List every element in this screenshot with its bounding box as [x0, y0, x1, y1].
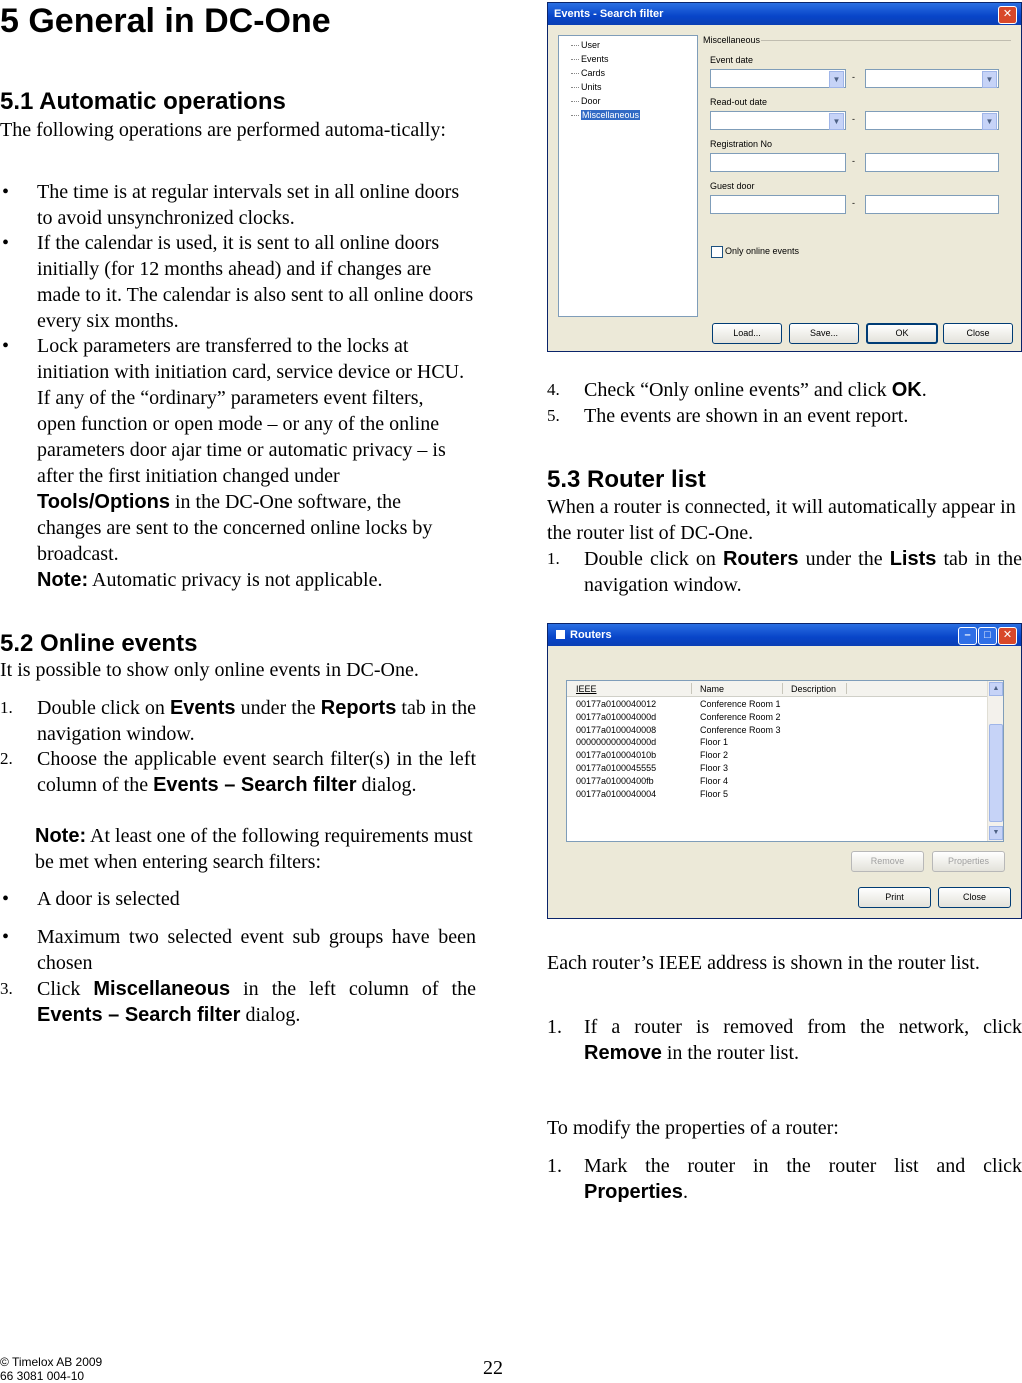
- column-divider: [782, 683, 783, 694]
- text: under the: [798, 548, 890, 570]
- step-text: [37, 746, 476, 798]
- group-label: Miscellaneous: [703, 35, 761, 45]
- step-number: 1.: [547, 549, 560, 568]
- bullet-dot: •: [2, 232, 10, 254]
- close-icon[interactable]: ✕: [998, 6, 1017, 24]
- bullet-dot: •: [2, 181, 10, 203]
- lock-params-text: Lock parameters are transferred to the locks at initiation with initiation card, service device or HCU. If any of the “ordinary” parameters event filters, open function or open mode – or any of the online parameters door ajar time or automatic privacy – is after the first initiation changed under: [37, 335, 465, 487]
- step-text: The events are shown in an event report.: [584, 405, 909, 427]
- text: If a router is removed from the network, click: [584, 1016, 1022, 1038]
- cell-name: Floor 5: [700, 788, 729, 799]
- ieee-address-paragraph: Each router’s IEEE address is shown in the router list.: [547, 952, 980, 974]
- cell-ieee: 00177a0100045555: [576, 762, 657, 773]
- tree-item-cards[interactable]: Cards: [569, 66, 640, 80]
- bullet-dot: •: [2, 888, 10, 910]
- section-5-1-title: 5.1 Automatic operations: [0, 88, 286, 115]
- step-number: 1.: [547, 1016, 562, 1038]
- text: in the left column of the: [230, 978, 476, 1000]
- cell-name: Floor 1: [700, 737, 729, 748]
- column-divider: [691, 683, 692, 694]
- print-button[interactable]: Print: [858, 887, 931, 908]
- step-text: [584, 1153, 1022, 1205]
- table-row[interactable]: [567, 749, 987, 762]
- ok-label: OK: [891, 379, 922, 401]
- search-filter-label: Events – Search filter: [153, 774, 357, 796]
- text: in the router list.: [661, 1042, 800, 1064]
- step-text: [37, 976, 476, 1028]
- search-filter-label: Events – Search filter: [37, 1004, 241, 1026]
- text: Check “Only online events” and click: [584, 379, 892, 401]
- table-row[interactable]: [567, 736, 987, 749]
- cell-name: Conference Room 3: [700, 724, 781, 735]
- registration-to-input[interactable]: [865, 153, 999, 172]
- tree-item-units[interactable]: Units: [569, 80, 640, 94]
- cell-name: Floor 3: [700, 762, 729, 773]
- modify-properties-paragraph: To modify the properties of a router:: [547, 1117, 839, 1139]
- window-icon: [556, 630, 565, 639]
- column-ieee[interactable]: IEEE: [576, 684, 597, 694]
- filter-tree: [569, 38, 640, 122]
- footer-info: [0, 1355, 102, 1383]
- section-5-1-intro: The following operations are performed automa-tically:: [0, 119, 446, 141]
- readout-date-to-select[interactable]: [865, 111, 999, 130]
- routers-dialog: [547, 623, 1022, 919]
- close-button[interactable]: Close: [938, 887, 1011, 908]
- step-remove-router: [547, 1014, 1022, 1066]
- tree-item-miscellaneous[interactable]: [569, 108, 640, 122]
- text: .: [921, 379, 927, 401]
- step-number: 1.: [0, 698, 13, 717]
- table-row[interactable]: [567, 724, 987, 737]
- registration-label: Registration No: [710, 139, 773, 149]
- cell-name: Conference Room 2: [700, 711, 781, 722]
- table-row[interactable]: [567, 788, 987, 801]
- text: tab in the navigation window.: [584, 548, 1022, 596]
- column-description[interactable]: Description: [791, 684, 837, 694]
- chapter-heading: 5 General in DC-One: [0, 2, 331, 40]
- text: Click: [37, 978, 94, 1000]
- save-button[interactable]: Save...: [789, 323, 859, 344]
- step-text: [584, 377, 1022, 403]
- scroll-down-icon[interactable]: ▼: [989, 826, 1003, 840]
- step-number: 3.: [0, 979, 13, 998]
- range-dash: -: [852, 198, 855, 208]
- step-double-click-events: [0, 695, 476, 747]
- text: .: [682, 1181, 688, 1203]
- guest-door-label: Guest door: [710, 181, 755, 191]
- tools-options-label: Tools/Options: [37, 491, 170, 513]
- properties-button[interactable]: Properties: [932, 851, 1005, 872]
- table-row[interactable]: [567, 775, 987, 788]
- step-events-shown: [547, 403, 1022, 429]
- step-click-miscellaneous: [0, 976, 476, 1028]
- table-row[interactable]: [567, 762, 987, 775]
- chevron-down-icon: ▼: [829, 71, 844, 88]
- routers-label: Routers: [722, 548, 799, 570]
- cell-name: Floor 4: [700, 775, 729, 786]
- note-text: At least one of the following requirements must be met when entering search filters:: [35, 825, 473, 873]
- bullet-subgroups: [0, 924, 476, 976]
- text: Double click on: [584, 548, 723, 570]
- tree-item-miscellaneous-label: Miscellaneous: [582, 110, 640, 120]
- bullet-text: If the calendar is used, it is sent to all online doors initially (for 12 months ahead) and if changes are made to it. The calendar is also sent to all online doors every six months.: [37, 232, 474, 332]
- chevron-down-icon: ▼: [982, 71, 997, 88]
- tree-item-user[interactable]: User: [569, 38, 640, 52]
- table-row[interactable]: [567, 698, 987, 711]
- scrollbar[interactable]: [987, 681, 1003, 841]
- load-button[interactable]: Load...: [712, 323, 782, 344]
- document-number: 66 3081 004-10: [0, 1369, 85, 1383]
- chevron-down-icon: ▼: [982, 113, 997, 130]
- event-date-to-select[interactable]: [865, 69, 999, 88]
- guest-door-from-input[interactable]: [710, 195, 846, 214]
- registration-from-input[interactable]: [710, 153, 846, 172]
- readout-date-from-select[interactable]: [710, 111, 846, 130]
- note-label: Note:: [35, 825, 87, 847]
- only-online-label: Only online events: [725, 246, 800, 256]
- list-header: [567, 681, 987, 697]
- column-name[interactable]: Name: [700, 684, 725, 694]
- lists-label: Lists: [889, 548, 937, 570]
- text: dialog.: [240, 1004, 301, 1026]
- bullet-lock-parameters: [0, 333, 476, 593]
- step-text: [584, 1014, 1022, 1066]
- filter-tree-panel: [558, 35, 698, 317]
- dialog-title: Events - Search filter: [548, 3, 1021, 25]
- column-divider: [846, 683, 847, 694]
- section-5-3-title: 5.3 Router list: [547, 466, 706, 493]
- table-row[interactable]: [567, 711, 987, 724]
- step-text: [584, 546, 1022, 598]
- remove-label: Remove: [584, 1042, 662, 1064]
- reports-label: Reports: [320, 697, 397, 719]
- events-label: Events: [169, 697, 236, 719]
- chevron-down-icon: ▼: [829, 113, 844, 130]
- properties-label: Properties: [584, 1181, 683, 1203]
- bullet-text: Maximum two selected event sub groups have been chosen: [37, 926, 476, 974]
- scroll-thumb[interactable]: [989, 724, 1003, 822]
- text: under the: [235, 697, 321, 719]
- cell-ieee: 00177a0100040008: [576, 724, 657, 735]
- note-requirements: [35, 823, 476, 875]
- bullet-text: [37, 333, 467, 593]
- bullet-calendar: [0, 230, 476, 334]
- readout-date-label: Read-out date: [710, 97, 768, 107]
- note-text: Automatic privacy is not applicable.: [88, 569, 383, 591]
- lock-params-tail: in the DC-One software, the changes are sent to the concerned online locks by broadcast.: [37, 491, 433, 565]
- close-icon[interactable]: ✕: [998, 627, 1017, 645]
- ok-button[interactable]: OK: [866, 323, 938, 344]
- cell-ieee: 00177a0100040004: [576, 788, 657, 799]
- guest-door-to-input[interactable]: [865, 195, 999, 214]
- cell-ieee: 00177a010004010b: [576, 750, 657, 761]
- step-number: 4.: [547, 380, 560, 399]
- step-text: [37, 695, 476, 747]
- event-date-label: Event date: [710, 55, 754, 65]
- routers-title-bar: [548, 624, 1021, 646]
- cell-name: Floor 2: [700, 750, 729, 761]
- cell-name: Conference Room 1: [700, 699, 781, 709]
- remove-button[interactable]: Remove: [851, 851, 924, 872]
- router-list: [566, 680, 1004, 842]
- close-button[interactable]: Close: [943, 323, 1013, 344]
- note-label: Note:: [37, 569, 89, 591]
- section-5-2-title: 5.2 Online events: [0, 630, 198, 657]
- bullet-text: The time is at regular intervals set in all online doors to avoid unsynchronized clocks.: [37, 181, 460, 229]
- maximize-icon[interactable]: □: [978, 627, 997, 645]
- cell-ieee: 00177a01000400fb: [576, 775, 654, 786]
- minimize-icon[interactable]: –: [958, 627, 977, 645]
- tree-item-door[interactable]: Door: [569, 94, 640, 108]
- dialog-title: Routers: [570, 629, 612, 641]
- group-divider: [761, 40, 1011, 41]
- range-dash: -: [852, 156, 855, 166]
- router-rows: [567, 698, 987, 800]
- step-double-click-routers: [547, 546, 1022, 598]
- step-number: 1.: [547, 1155, 562, 1177]
- cell-ieee: 00177a0100040012: [576, 699, 657, 709]
- text: tab in the navigation window.: [37, 697, 476, 745]
- cell-ieee: 000000000004000d: [576, 737, 657, 748]
- tree-item-events[interactable]: Events: [569, 52, 640, 66]
- step-number: 5.: [547, 406, 560, 425]
- events-search-filter-dialog: [547, 2, 1022, 352]
- cell-ieee: 00177a010004000d: [576, 711, 657, 722]
- bullet-door-selected: [0, 886, 476, 912]
- step-mark-router: [547, 1153, 1022, 1205]
- bullet-text: A door is selected: [37, 888, 180, 910]
- page-number: 22: [483, 1357, 503, 1379]
- copyright: © Timelox AB 2009: [0, 1355, 103, 1369]
- range-dash: -: [852, 114, 855, 124]
- bullet-dot: •: [2, 335, 10, 357]
- miscellaneous-label: Miscellaneous: [93, 978, 231, 1000]
- step-check-online-events: [547, 377, 1022, 403]
- step-number: 2.: [0, 749, 13, 768]
- event-date-from-select[interactable]: [710, 69, 846, 88]
- only-online-checkbox[interactable]: [711, 246, 723, 258]
- text: dialog.: [356, 774, 417, 796]
- section-5-3-intro: When a router is connected, it will automatically appear in the router list of DC-One.: [547, 496, 1016, 544]
- range-dash: -: [852, 72, 855, 82]
- bullet-dot: •: [2, 926, 10, 948]
- section-5-2-intro: It is possible to show only online events in DC-One.: [0, 659, 419, 681]
- text: Mark the router in the router list and click: [584, 1155, 1022, 1177]
- scroll-up-icon[interactable]: ▲: [989, 682, 1003, 696]
- bullet-time-sync: [0, 179, 476, 231]
- text: Double click on: [37, 697, 170, 719]
- text: Choose the applicable event search filter(s) in the left column of the: [37, 748, 476, 796]
